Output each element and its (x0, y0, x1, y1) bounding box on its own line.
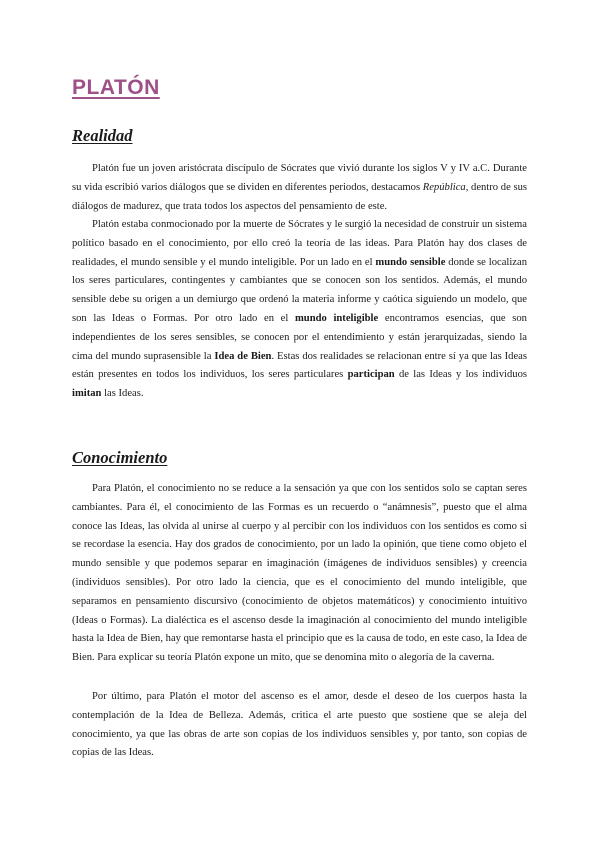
paragraph (72, 480, 527, 668)
bold-term: participan (347, 369, 395, 381)
text-run: las Ideas. (101, 388, 144, 400)
text-run: Platón estaba conmocionado por la muerte de Sócrates y le surgió la necesidad de construir un sistema político basado en el conocimiento, por ello creó la teoría de las ideas. Para Platón hay dos clases de realidades, el mundo sensible y el mundo inteligible. Por un lado en el (72, 219, 527, 268)
paragraph (72, 216, 527, 404)
section-heading-realidad: Realidad (72, 126, 133, 145)
italic-term: República (422, 181, 466, 193)
bold-term: Idea de Bien (214, 350, 272, 362)
text-run: encontramos esencias, que son independientes de los seres sensibles, se conocen por el entendimiento y están jerarquizadas, siendo la cima del mundo suprasensible la (72, 312, 527, 362)
text-run: Por último, para Platón el motor del ascenso es el amor, desde el deseo de los cuerpos hasta la contemplación de la Idea de Belleza. Además, critica el arte puesto que sostiene que se aleja del conocimiento, ya que las obras de arte son copias de los individuos sensibles y, por tanto, son copias de copias de las Ideas. (72, 691, 527, 759)
text-run: . Estas dos realidades se relacionan entre sí ya que las Ideas están presentes en todos los individuos, los seres particulares (72, 350, 528, 381)
text-run: donde se localizan los seres particulares, contingentes y cambiantes que se conocen son los sentidos. Además, el mundo sensible debe su origen a un demiurgo que ordenó la materia informe y caótica siguiendo un modelo, que son las Ideas o Formas. Por otro lado en el (72, 256, 527, 324)
text-run: , dentro de sus diálogos de madurez, que trata todos los aspectos del pensamiento de este. (72, 181, 527, 212)
bold-term: imitan (72, 388, 102, 400)
bold-term: mundo sensible (375, 256, 446, 268)
paragraph (72, 160, 527, 216)
paragraph (72, 688, 527, 763)
text-run: Para Platón, el conocimiento no se reduce a la sensación ya que con los sentidos solo se captan seres cambiantes. Para él, el conocimiento de las Formas es un recuerdo o “anámnesis”, puesto que el alma conoce las Ideas, las olvida al unirse al cuerpo y al percibir con los individuos con los sentidos es como si se recordase la esencia. Hay dos grados de conocimiento, por un lado la opinión, que tiene como objeto el mundo sensible y que podemos separar en imaginación (imágenes de individuos sensibles) y creencia (individuos sensibles). Por otro lado la ciencia, que es el conocimiento del mundo inteligible, que separamos en pensamiento discursivo (conocimiento de objetos matemáticos) y conocimiento intuitivo (Ideas o Formas). La dialéctica es el ascenso desde la imaginación al conocimiento del mundo inteligible hasta la Idea de Bien, hay que remontarse hasta el principio que es la causa de todo, en este caso, la Idea de Bien. Para explicar su teoría Platón expone un mito, que se denomina mito o alegoría de la caverna. (72, 483, 527, 664)
bold-term: mundo inteligible (294, 312, 379, 324)
document-title: PLATÓN (72, 76, 160, 99)
text-run: Platón fue un joven aristócrata discípulo de Sócrates que vivió durante los siglos V y IV a.C. Durante su vida escribió varios diálogos que se dividen en diferentes periodos, destacamos (72, 163, 527, 193)
text-run: de las Ideas y los individuos (394, 369, 528, 381)
section-heading-conocimiento: Conocimiento (72, 448, 168, 467)
